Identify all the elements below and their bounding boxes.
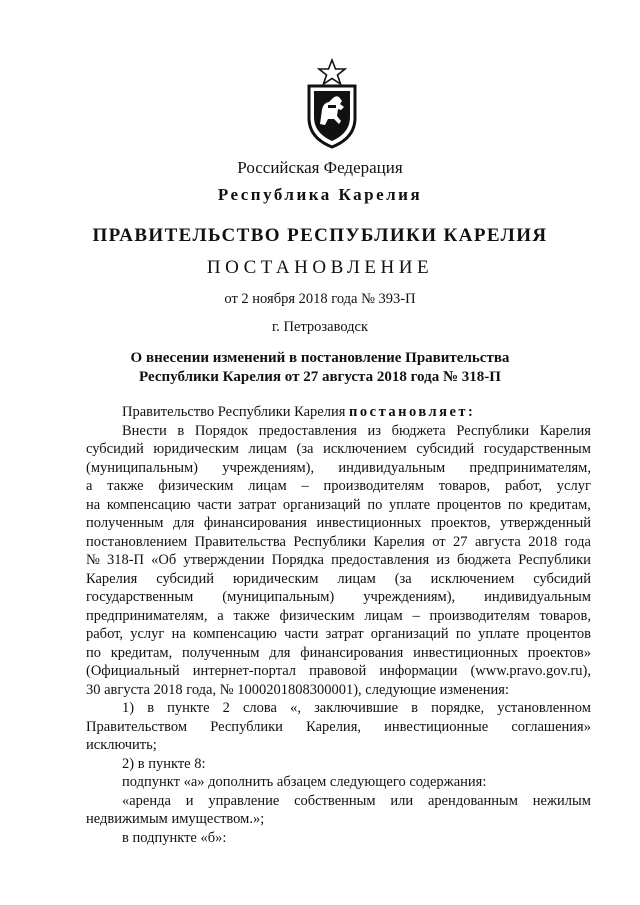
body-word: для (173, 515, 195, 531)
body-word: Карелия (86, 570, 138, 587)
body-word: Республики (293, 533, 367, 550)
body-line (86, 496, 591, 515)
karelia-coat-of-arms-icon (297, 58, 367, 150)
body-word: процентов (526, 626, 591, 642)
body-word: также (107, 478, 144, 494)
body-line (86, 681, 591, 700)
title-line-2: Республики Карелия от 27 августа 2018 года № 318-П (139, 369, 501, 385)
body-word: физическим (158, 478, 234, 494)
body-word: лицам (337, 570, 376, 587)
body-line (86, 440, 591, 459)
body-word: (муниципальным) (222, 589, 335, 605)
body-word: производителям (323, 478, 424, 494)
body-word: предпринимателям, (469, 459, 591, 476)
body-word: в (411, 700, 418, 716)
body-line (86, 699, 591, 718)
body-line (86, 625, 591, 644)
lead-text: Правительство Республики Карелия (122, 404, 346, 420)
body-line (86, 588, 591, 607)
country-name: Российская Федерация (237, 158, 403, 177)
document-title (0, 349, 640, 387)
body-word: (муниципальным) (86, 459, 198, 476)
body-word: подпункте (132, 829, 197, 846)
body-word: юридическим (232, 570, 319, 587)
body-word: а (217, 607, 224, 624)
body-word: части (197, 496, 232, 513)
body-word: лицам (248, 441, 287, 457)
body-word: (Официальный (86, 663, 180, 679)
body-line (86, 755, 591, 774)
body-word: собственным (294, 792, 376, 809)
body-word: (за (296, 441, 314, 457)
body-word: товаров, (539, 607, 591, 624)
document-type: ПОСТАНОВЛЕНИЕ (206, 257, 434, 278)
body-word: «аренда (122, 792, 171, 809)
body-word: 318-П (106, 552, 145, 568)
body-word: заключившие (314, 700, 399, 716)
title-line-1: О внесении изменений в постановление Правительства (130, 350, 510, 366)
body-word: бюджета (391, 422, 446, 439)
body-word: интернет-портал (192, 663, 297, 679)
body-word: информации (379, 663, 458, 679)
body-word: уплате (478, 626, 520, 642)
body-word: Карелия (539, 422, 591, 439)
body-line (86, 773, 591, 792)
body-line (86, 810, 591, 829)
body-word: лицам (248, 478, 287, 494)
body-word: проектов, (430, 515, 491, 531)
body-word: утвержденный (500, 515, 591, 531)
body-word: из (436, 552, 450, 568)
body-word: Правительством (86, 718, 188, 735)
body-word: на (86, 496, 101, 513)
body-word: инвестиционные (384, 718, 489, 735)
body-word: Карелия, (306, 718, 361, 735)
body-word: в (122, 829, 129, 846)
body-word: учреждениям), (222, 459, 315, 476)
body-word: подпункт (122, 774, 180, 790)
body-word: организаций (370, 626, 449, 642)
body-word: по (367, 496, 383, 513)
body-word: физическим (279, 607, 355, 624)
body-word: «а» (183, 774, 205, 790)
body-word: и (185, 792, 194, 809)
body-word: «, (290, 700, 301, 716)
body-word: услуг (130, 626, 165, 642)
body-word: работ, (86, 626, 123, 642)
body-word: Порядок (194, 422, 249, 439)
body-word: абзацем (276, 774, 327, 790)
body-word: лицам (364, 607, 403, 624)
body-word: недвижимым (86, 811, 168, 827)
body-word: 2018 (528, 533, 558, 550)
body-word: предоставления (258, 422, 357, 439)
body-word: компенсацию (193, 626, 277, 642)
body-word: – (412, 607, 420, 624)
body-word: исключением (430, 570, 515, 587)
body-word: Правительства (194, 533, 286, 550)
body-word: в (137, 755, 145, 772)
body-word: августа (104, 681, 150, 698)
body-word: «б»: (200, 829, 227, 846)
body-word: исключить; (86, 737, 157, 753)
body-word: № (86, 552, 100, 568)
body-word: 30 (86, 681, 101, 698)
body-word: процентов (436, 496, 502, 513)
body-word: предпринимателям, (86, 607, 208, 624)
body-word: финансирования (300, 644, 404, 661)
body-line (86, 477, 591, 496)
body-word: юридическим (153, 441, 239, 457)
body-word: на (171, 626, 186, 642)
body-word: также (233, 607, 270, 624)
body-word: полученным (181, 644, 260, 661)
body-word: 2 (222, 700, 230, 716)
body-word: арендованным (427, 792, 518, 809)
body-word: исключением (323, 441, 407, 457)
body-word: инвестиционных (413, 644, 518, 661)
body-word: года, (186, 681, 217, 698)
body-word: слова (242, 700, 277, 716)
body-word: из (367, 422, 382, 439)
body-word: 8: (194, 755, 206, 772)
body-word: 1) (122, 700, 135, 716)
body-word: производителям (429, 607, 530, 624)
body-word: августа (474, 533, 521, 550)
body-word: следующего (329, 774, 406, 790)
body-word: предоставления (331, 552, 430, 568)
body-word: содержания: (409, 774, 487, 790)
government-name: ПРАВИТЕЛЬСТВО РЕСПУБЛИКИ КАРЕЛИЯ (92, 225, 548, 246)
body-word: компенсацию (106, 496, 191, 513)
body-word: установленном (497, 700, 591, 716)
body-word: государственным (86, 589, 194, 605)
body-word: Карелия (373, 533, 425, 550)
body-word: нежилым (532, 792, 591, 809)
body-word: кредитам, (529, 496, 591, 513)
body-word: Республики (210, 718, 283, 735)
body-line (86, 718, 591, 737)
lead-paragraph (86, 403, 591, 422)
body-word: правовой (309, 663, 367, 679)
republic-name: Республика Карелия (217, 185, 423, 204)
body-line (86, 422, 591, 441)
body-word: (www.pravo.gov.ru), (470, 663, 591, 679)
body-word: (за (394, 570, 412, 587)
body-word: субсидий (156, 570, 214, 587)
body-word: Республики (518, 552, 591, 568)
body-word: пункте (167, 700, 210, 716)
body-word: года (564, 533, 591, 550)
body-word: затрат (238, 496, 277, 513)
body-word: субсидий (533, 570, 591, 587)
body-word: индивидуальным (338, 459, 446, 476)
body-word: в (177, 422, 185, 439)
body-word: постановлением (86, 533, 188, 550)
body-word: кредитам, (110, 644, 173, 661)
body-word: «Об (151, 552, 177, 568)
body-word: или (390, 792, 414, 809)
body-word: – (301, 478, 309, 494)
body-word: изменения: (439, 681, 509, 698)
body-line (86, 829, 591, 848)
body-word: имуществом.»; (171, 811, 265, 827)
body-line (86, 736, 591, 755)
body-word: Порядка (271, 552, 324, 568)
body-line (86, 459, 591, 478)
body-word: а (86, 478, 93, 494)
body-word: по (455, 626, 471, 642)
body-word: следующие (365, 681, 437, 698)
body-line (86, 662, 591, 681)
date-and-number: от 2 ноября 2018 года № 393-П (224, 291, 416, 307)
body-word: в (147, 700, 155, 716)
body-word: затрат (325, 626, 364, 642)
body-word: финансирования (203, 515, 307, 531)
body-word: бюджета (456, 552, 512, 568)
body-word: субсидий (416, 441, 475, 457)
body-word: Внести (122, 422, 167, 439)
body-word: 1000201808300001), (237, 681, 362, 698)
body-word: полученным (86, 515, 164, 531)
body-word: порядке, (431, 700, 485, 716)
body-word: инвестиционных (316, 515, 422, 531)
body-word: утверждении (183, 552, 265, 568)
body-word: 2018 (153, 681, 183, 698)
body-word: учреждениям), (363, 589, 456, 605)
body-word: уплате (388, 496, 431, 513)
body-line (86, 551, 591, 570)
body-line (86, 514, 591, 533)
body-word: проектов» (527, 644, 591, 661)
body-word: индивидуальным (484, 589, 591, 605)
body-line (86, 533, 591, 552)
body-word: пункте (148, 755, 191, 772)
body-word: субсидий (86, 441, 144, 457)
body-word: 27 (453, 533, 468, 550)
body-line (86, 792, 591, 811)
body-word: части (284, 626, 319, 642)
body-word: по (507, 496, 523, 513)
body-word: от (432, 533, 446, 550)
body-line (86, 607, 591, 626)
body-word: для (269, 644, 291, 661)
document-body (86, 403, 591, 847)
body-line (86, 644, 591, 663)
body-word: услуг (556, 478, 591, 494)
body-word: соглашения» (511, 718, 591, 735)
body-line (86, 570, 591, 589)
body-word: товаров, (438, 478, 491, 494)
city-name: г. Петрозаводск (271, 319, 369, 335)
body-word: № (219, 681, 234, 698)
body-word: дополнить (208, 774, 274, 790)
body-word: 2) (122, 755, 135, 772)
body-word: государственным (483, 441, 591, 457)
body-word: работ, (504, 478, 542, 494)
body-word: Республики (456, 422, 530, 439)
body-word: управление (208, 792, 280, 809)
body-word: по (86, 644, 102, 661)
body-word: организаций (282, 496, 361, 513)
lead-verb: постановляет: (349, 404, 476, 420)
